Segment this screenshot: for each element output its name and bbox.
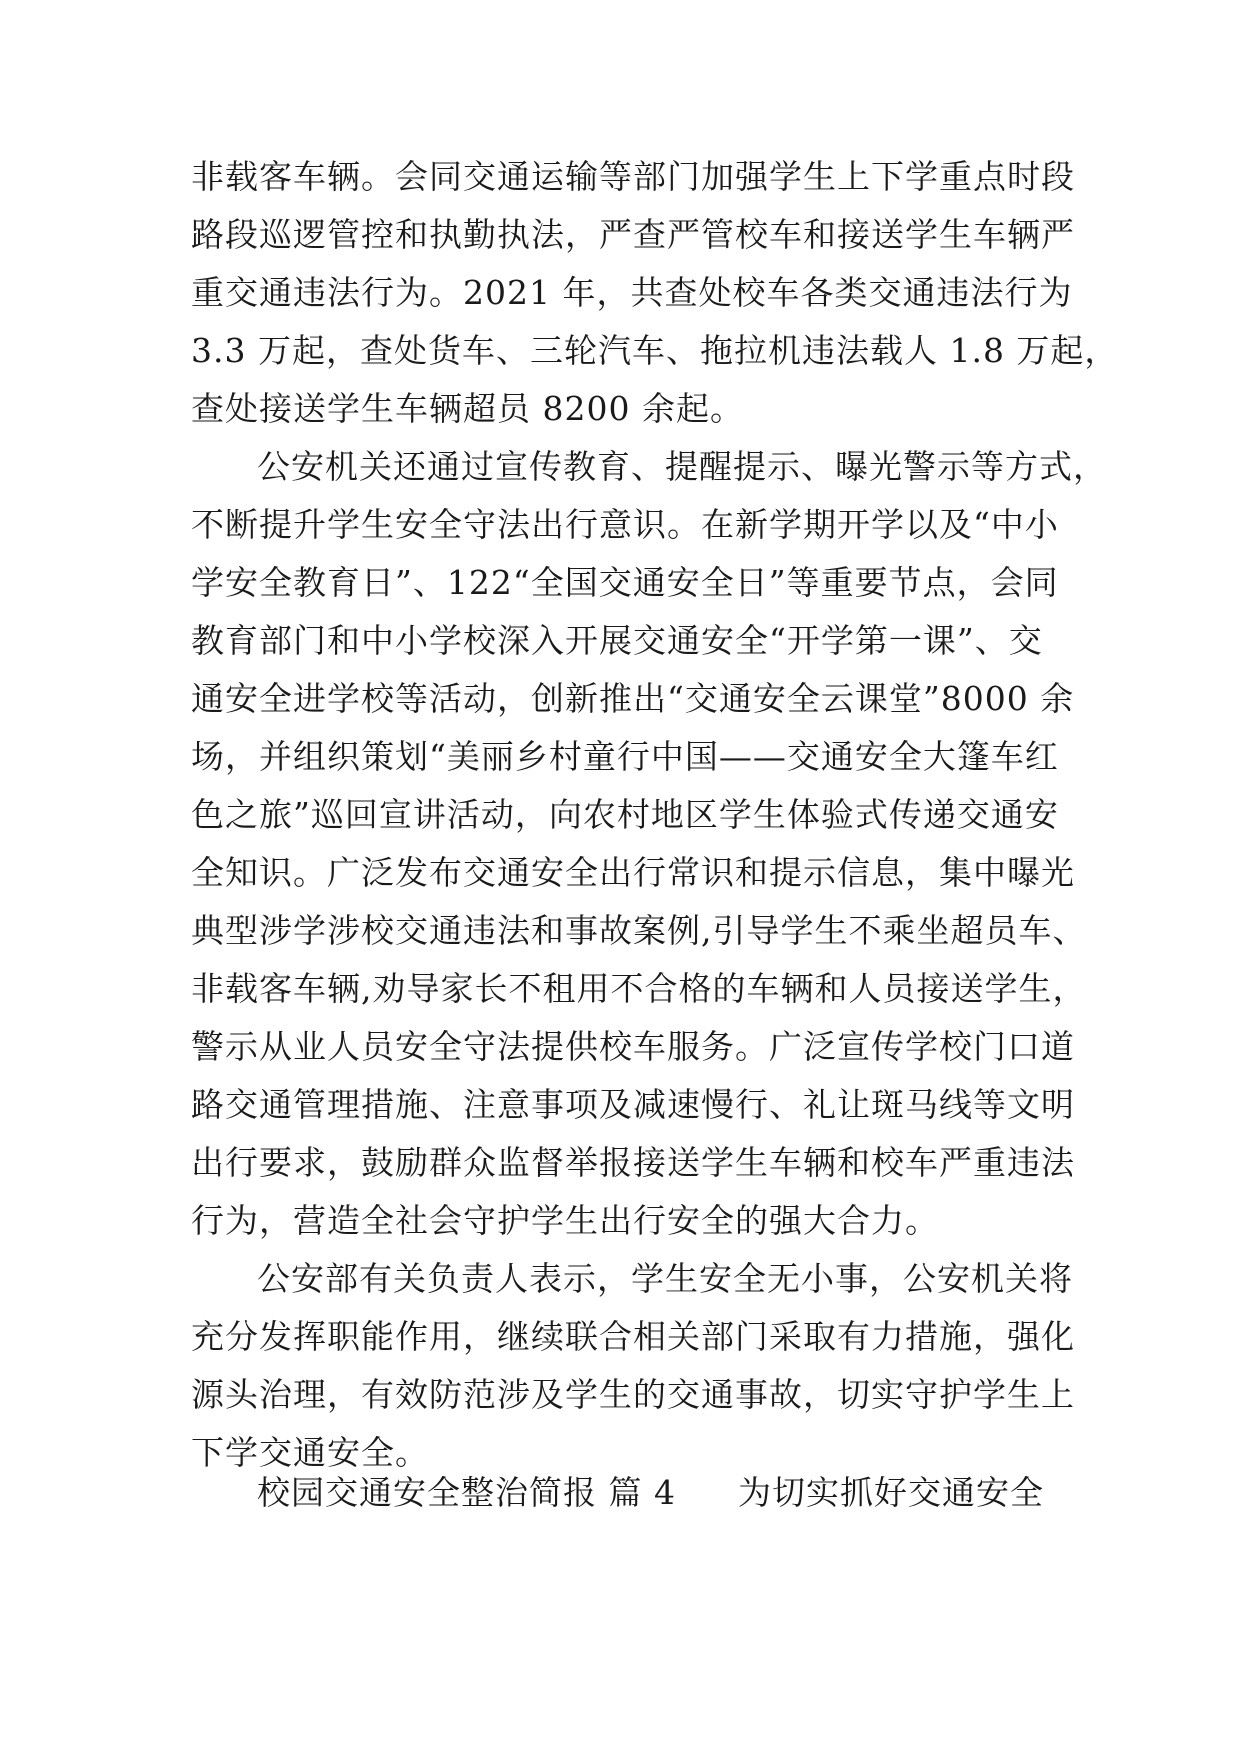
text-line: 通安全进学校等活动，创新推出“交通安全云课堂”8000 余: [191, 679, 1075, 718]
text-line: 下学交通安全。: [191, 1433, 429, 1472]
text-line: 公安部有关负责人表示，学生安全无小事，公安机关将: [257, 1259, 1073, 1298]
text-line: 不断提升学生安全守法出行意识。在新学期开学以及“中小: [191, 505, 1059, 544]
text-line: 路段巡逻管控和执勤执法，严查严管校车和接送学生车辆严: [191, 215, 1075, 254]
text-line: 场，并组织策划“美丽乡村童行中国——交通安全大篷车红: [191, 737, 1059, 776]
section-heading-line: [257, 1464, 1044, 1522]
section-heading: 校园交通安全整治简报 篇 4: [257, 1473, 676, 1512]
text-line: 警示从业人员安全守法提供校车服务。广泛宣传学校门口道: [191, 1027, 1075, 1066]
text-line: 行为，营造全社会守护学生出行安全的强大合力。: [191, 1201, 939, 1240]
text-line: 学安全教育日”、122“全国交通安全日”等重要节点，会同: [191, 563, 1059, 602]
text-line: 教育部门和中小学校深入开展交通安全“开学第一课”、交: [191, 621, 1043, 660]
text-line: 典型涉学涉校交通违法和事故案例,引导学生不乘坐超员车、: [191, 911, 1087, 950]
paragraph-3: [191, 1250, 1075, 1482]
text-line: 公安机关还通过宣传教育、提醒提示、曝光警示等方式，: [257, 447, 1107, 486]
text-line: 非载客车辆,劝导家长不租用不合格的车辆和人员接送学生，: [191, 969, 1087, 1008]
text-line: 充分发挥职能作用，继续联合相关部门采取有力措施，强化: [191, 1317, 1075, 1356]
text-line: 3.3 万起，查处货车、三轮汽车、拖拉机违法载人 1.8 万起，: [191, 331, 1119, 370]
text-line: 非载客车辆。会同交通运输等部门加强学生上下学重点时段: [191, 157, 1075, 196]
text-line: 重交通违法行为。2021 年，共查处校车各类交通违法行为: [191, 273, 1073, 312]
paragraph-2: [191, 438, 1107, 1250]
section-continuation-text: 为切实抓好交通安全: [737, 1473, 1044, 1512]
text-line: 路交通管理措施、注意事项及减速慢行、礼让斑马线等文明: [191, 1085, 1075, 1124]
text-line: 源头治理，有效防范涉及学生的交通事故，切实守护学生上: [191, 1375, 1075, 1414]
text-line: 色之旅”巡回宣讲活动，向农村地区学生体验式传递交通安: [191, 795, 1059, 834]
paragraph-1: [191, 148, 1119, 438]
document-body: [191, 148, 1119, 1482]
text-line: 全知识。广泛发布交通安全出行常识和提示信息，集中曝光: [191, 853, 1075, 892]
text-line: 查处接送学生车辆超员 8200 余起。: [191, 389, 744, 428]
text-line: 出行要求，鼓励群众监督举报接送学生车辆和校车严重违法: [191, 1143, 1075, 1182]
